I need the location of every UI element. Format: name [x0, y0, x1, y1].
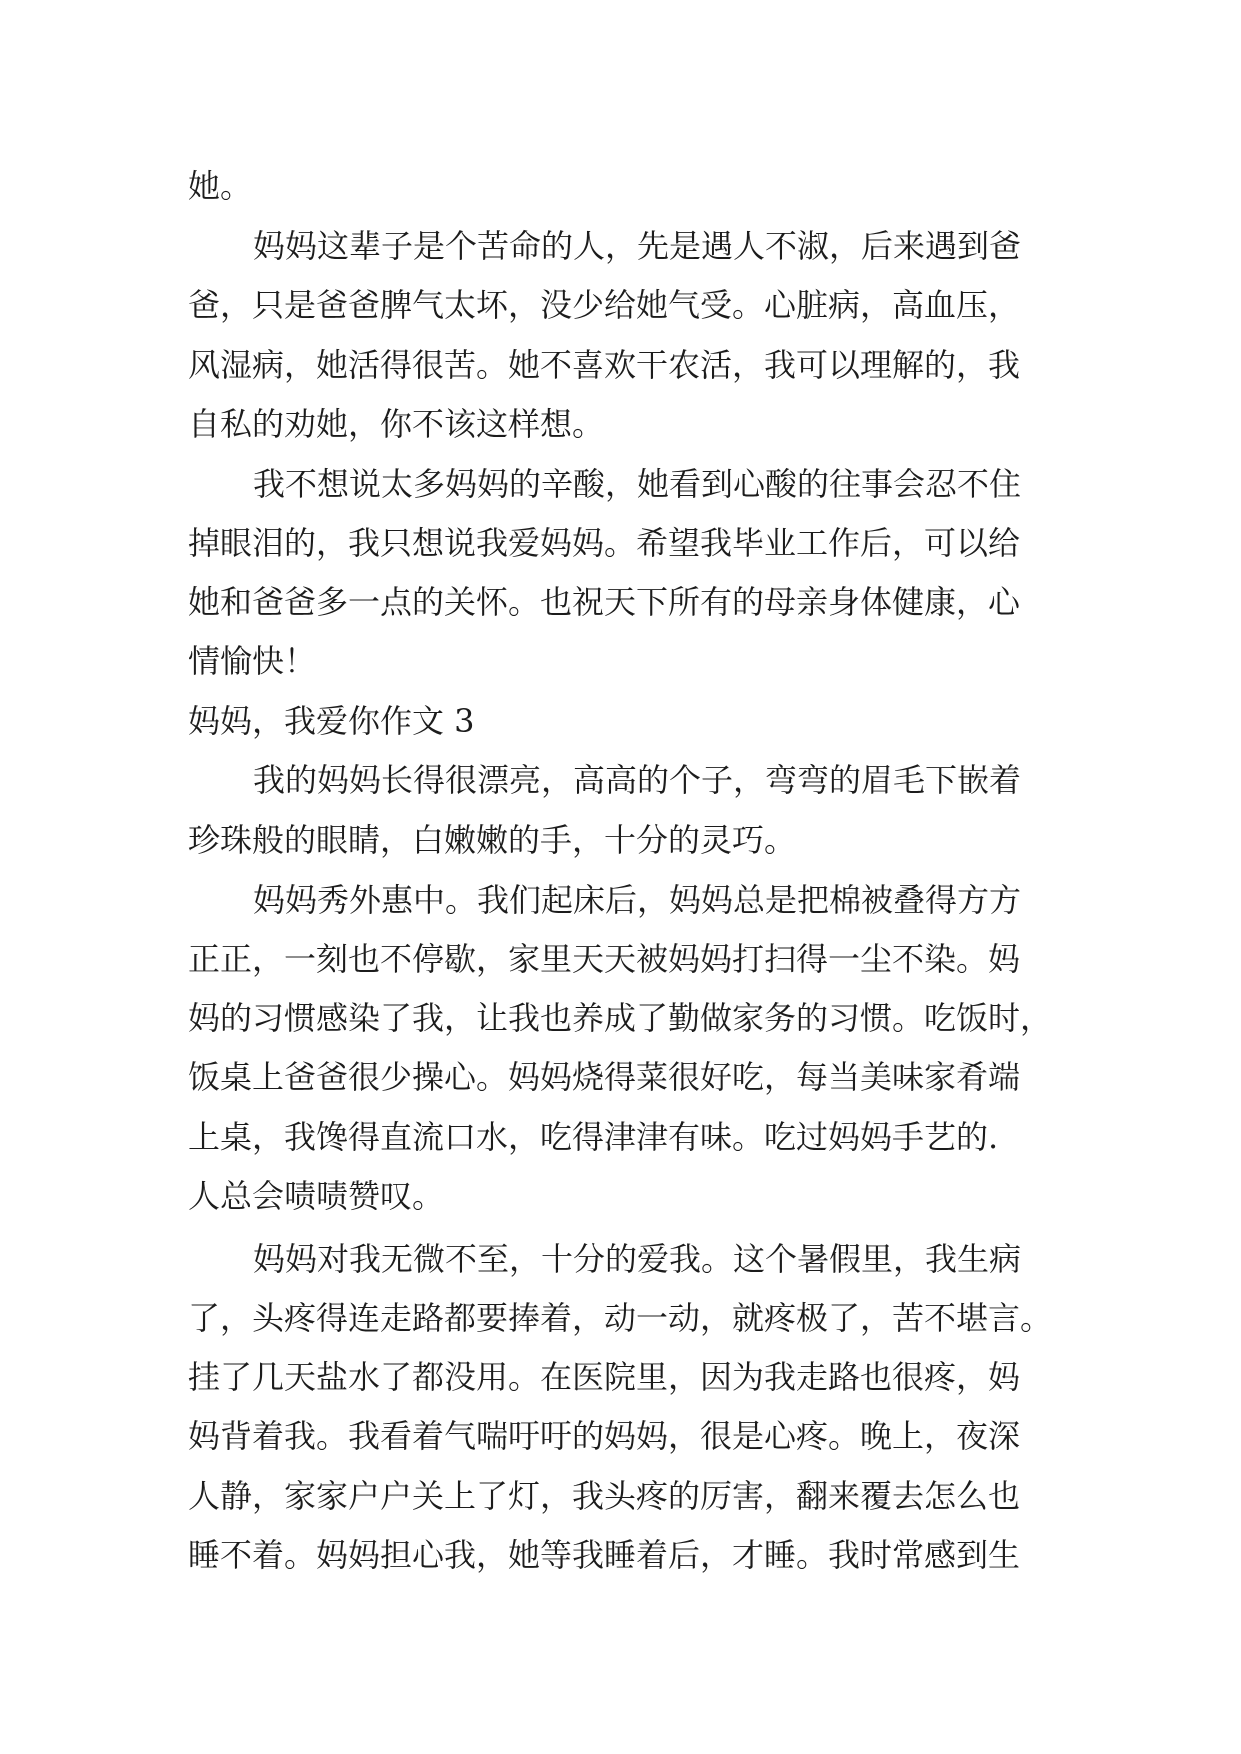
- text-line: [0, 1347, 1241, 1407]
- text-line-content: 我不想说太多妈妈的辛酸，她看到心酸的往事会忍不住: [253, 465, 1022, 503]
- text-line: [0, 750, 1241, 810]
- text-line-content: 掉眼泪的，我只想说我爱妈妈。希望我毕业工作后，可以给: [188, 524, 1021, 562]
- text-line: [0, 1107, 1241, 1167]
- text-line: [0, 513, 1241, 573]
- text-line-content: 上桌，我馋得直流口水，吃得津津有味。吃过妈妈手艺的.: [188, 1118, 999, 1156]
- section-heading: [0, 691, 1241, 751]
- text-line-content: 妈妈这辈子是个苦命的人，先是遇人不淑，后来遇到爸: [253, 227, 1022, 265]
- text-line-content: 人总会啧啧赞叹。: [188, 1177, 445, 1215]
- text-line: [0, 988, 1241, 1048]
- text-line-content: 妈背着我。我看着气喘吁吁的妈妈，很是心疼。晚上，夜深: [188, 1417, 1021, 1455]
- text-line: [0, 454, 1241, 514]
- text-line: [0, 156, 1241, 216]
- text-line-content: 妈妈秀外惠中。我们起床后，妈妈总是把棉被叠得方方: [253, 881, 1022, 919]
- text-line-content: 正正，一刻也不停歇，家里天天被妈妈打扫得一尘不染。妈: [188, 940, 1021, 978]
- text-line-content: 她。: [188, 167, 253, 205]
- text-line-content: 挂了几天盐水了都没用。在医院里，因为我走路也很疼，妈: [188, 1358, 1021, 1396]
- text-line: [0, 1525, 1241, 1585]
- text-line-content: 了，头疼得连走路都要捧着，动一动，就疼极了，苦不堪言。: [188, 1299, 1053, 1337]
- text-line-content: 自私的劝她，你不该这样想。: [188, 405, 605, 443]
- text-line: [0, 1406, 1241, 1466]
- text-line: [0, 572, 1241, 632]
- text-line-content: 睡不着。妈妈担心我，她等我睡着后，才睡。我时常感到生: [188, 1536, 1021, 1574]
- text-line-content: 妈的习惯感染了我，让我也养成了勤做家务的习惯。吃饭时，: [188, 999, 1053, 1037]
- text-line: [0, 394, 1241, 454]
- text-line: [0, 929, 1241, 989]
- section-heading-text: 妈妈，我爱你作文 3: [188, 702, 475, 740]
- text-line: [0, 335, 1241, 395]
- text-line-content: 妈妈对我无微不至，十分的爱我。这个暑假里，我生病: [253, 1240, 1022, 1278]
- text-line: [0, 870, 1241, 930]
- text-line: [0, 1166, 1241, 1226]
- text-line: [0, 631, 1241, 691]
- text-line-content: 风湿病，她活得很苦。她不喜欢干农活，我可以理解的，我: [188, 346, 1021, 384]
- text-line-content: 珍珠般的眼睛，白嫩嫩的手，十分的灵巧。: [188, 821, 797, 859]
- text-line: [0, 1288, 1241, 1348]
- text-line-content: 爸，只是爸爸脾气太坏，没少给她气受。心脏病，高血压，: [188, 286, 1021, 324]
- text-line: [0, 1466, 1241, 1526]
- text-line-content: 饭桌上爸爸很少操心。妈妈烧得菜很好吃，每当美味家肴端: [188, 1058, 1021, 1096]
- text-line: [0, 1047, 1241, 1107]
- text-line-content: 人静，家家户户关上了灯，我头疼的厉害，翻来覆去怎么也: [188, 1477, 1021, 1515]
- text-line-content: 我的妈妈长得很漂亮，高高的个子，弯弯的眉毛下嵌着: [253, 761, 1022, 799]
- text-line: [0, 275, 1241, 335]
- text-line-content: 她和爸爸多一点的关怀。也祝天下所有的母亲身体健康，心: [188, 583, 1021, 621]
- text-line-content: 情愉快！: [188, 642, 317, 680]
- text-line: [0, 1229, 1241, 1289]
- text-line: [0, 216, 1241, 276]
- text-line: [0, 810, 1241, 870]
